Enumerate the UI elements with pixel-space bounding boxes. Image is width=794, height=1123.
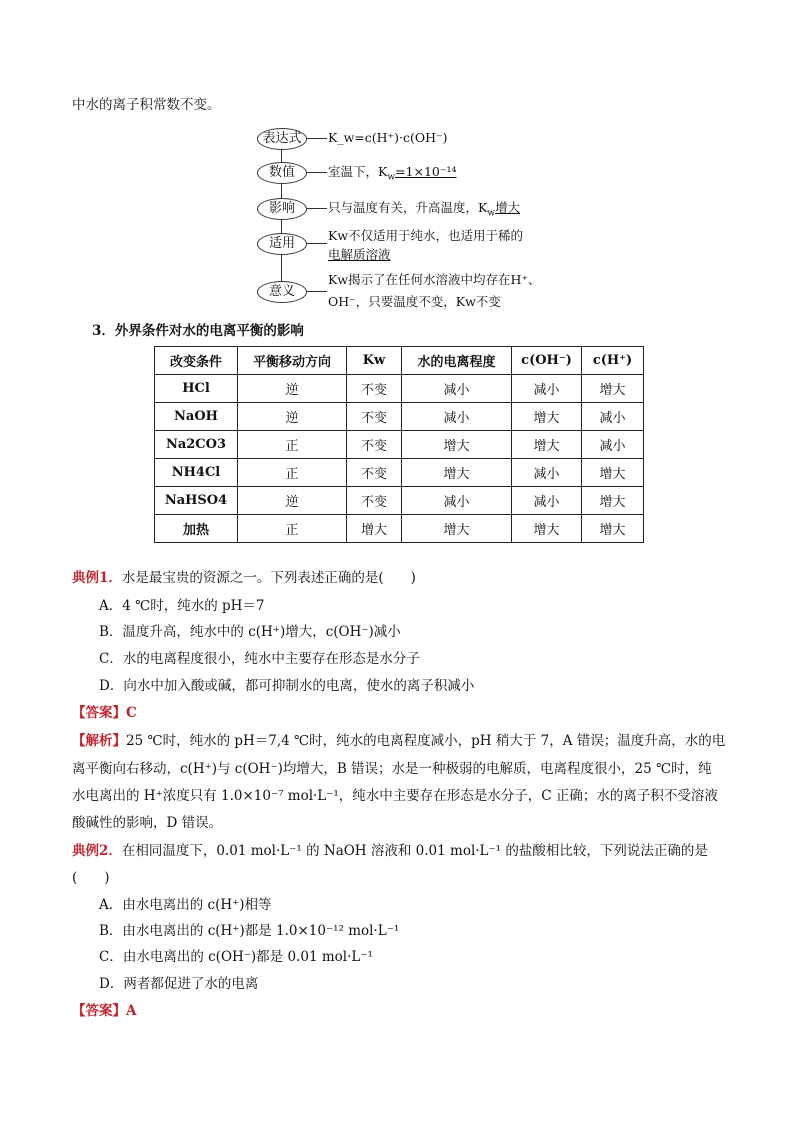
connector xyxy=(307,172,327,173)
example-1-question: 水是最宝贵的资源之一。下列表述正确的是( ) xyxy=(121,570,416,586)
table-row xyxy=(155,459,644,487)
example-2-option-c: C．由水电离出的 c(OH⁻)都是 0.01 mol·L⁻¹ xyxy=(99,949,373,965)
example-1-analysis-line-2: 离平衡向右移动，c(H⁺)与 c(OH⁻)均增大，B 错误；水是一种极弱的电解质，电离程度很小，25 ℃时，纯 xyxy=(72,761,712,777)
header-c-oh: c(OH⁻) xyxy=(512,347,582,375)
table-cell: 减小 xyxy=(402,403,512,431)
table-cell: 不变 xyxy=(347,431,402,459)
table-cell: 正 xyxy=(238,431,347,459)
table-cell: 逆 xyxy=(238,403,347,431)
table-cell: 不变 xyxy=(347,375,402,403)
header-ionization-degree: 水的电离程度 xyxy=(402,347,512,375)
table-cell: 增大 xyxy=(347,515,402,543)
example-1-answer xyxy=(72,704,137,722)
table-cell: 加热 xyxy=(155,515,238,543)
example-2-question-line-2: ( ) xyxy=(72,870,110,886)
example-1-analysis-line-3: 水电离出的 H⁺浓度只有 1.0×10⁻⁷ mol·L⁻¹，纯水中主要存在形态是水分子，C 正确；水的离子积不受溶液 xyxy=(72,788,718,804)
table-header-row xyxy=(155,347,644,375)
example-1-question-line xyxy=(72,569,416,587)
table-cell: 正 xyxy=(238,459,347,487)
node-meaning: 意义 xyxy=(257,281,307,303)
table-cell: 增大 xyxy=(512,431,582,459)
table-cell: 增大 xyxy=(582,515,644,543)
node-influence: 影响 xyxy=(257,198,307,220)
table-cell: NH4Cl xyxy=(155,459,238,487)
answer-tag: 【答案】 xyxy=(72,1003,126,1019)
table-cell: 不变 xyxy=(347,459,402,487)
connector xyxy=(307,291,327,292)
example-1-tag: 典例1． xyxy=(72,570,122,586)
table-row xyxy=(155,431,644,459)
table-cell: 不变 xyxy=(347,403,402,431)
table-cell: NaHSO4 xyxy=(155,487,238,515)
example-2-option-a: A．由水电离出的 c(H⁺)相等 xyxy=(99,897,272,913)
table-cell: 不变 xyxy=(347,487,402,515)
answer-tag: 【答案】 xyxy=(72,705,126,721)
example-2-tag: 典例2． xyxy=(72,843,122,859)
table-cell: 增大 xyxy=(402,515,512,543)
intro-line: 中水的离子积常数不变。 xyxy=(72,97,221,113)
table-cell: NaOH xyxy=(155,403,238,431)
example-1-option-a: A．4 ℃时，纯水的 pH＝7 xyxy=(99,598,265,614)
table-cell: 减小 xyxy=(512,487,582,515)
table-cell: 增大 xyxy=(512,403,582,431)
example-2-question: 在相同温度下，0.01 mol·L⁻¹ 的 NaOH 溶液和 0.01 mol·L⁻¹ 的盐酸相比较，下列说法正确的是 xyxy=(121,843,708,859)
table-cell: 减小 xyxy=(582,403,644,431)
example-1-option-b: B．温度升高，纯水中的 c(H⁺)增大，c(OH⁻)减小 xyxy=(99,624,401,640)
table-cell: Na2CO3 xyxy=(155,431,238,459)
table-cell: 增大 xyxy=(512,515,582,543)
header-direction: 平衡移动方向 xyxy=(238,347,347,375)
table-cell: 减小 xyxy=(402,487,512,515)
node-meaning-line1: Kw揭示了在任何水溶液中均存在H⁺、 xyxy=(328,272,541,287)
table-cell: 增大 xyxy=(402,459,512,487)
table-cell: 逆 xyxy=(238,487,347,515)
header-c-h: c(H⁺) xyxy=(582,347,644,375)
table-cell: 减小 xyxy=(512,459,582,487)
node-applicability-line1: Kw不仅适用于纯水，也适用于稀的 xyxy=(328,228,524,243)
node-expression-text: K_w=c(H⁺)·c(OH⁻) xyxy=(328,130,448,145)
example-2-option-b: B．由水电离出的 c(H⁺)都是 1.0×10⁻¹² mol·L⁻¹ xyxy=(99,923,400,939)
section-3-title: 3．外界条件对水的电离平衡的影响 xyxy=(92,323,304,339)
example-1-option-c: C．水的电离程度很小，纯水中主要存在形态是水分子 xyxy=(99,651,420,667)
example-1-option-d: D．向水中加入酸或碱，都可抑制水的电离，使水的离子积减小 xyxy=(99,678,475,694)
node-expression: 表达式 xyxy=(257,128,307,150)
header-condition: 改变条件 xyxy=(155,347,238,375)
connector xyxy=(307,138,327,139)
table-cell: 减小 xyxy=(402,375,512,403)
node-applicability-line2: 电解质溶液 xyxy=(328,247,391,262)
table-cell: 增大 xyxy=(582,375,644,403)
node-value: 数值 xyxy=(257,162,307,184)
table-cell: 减小 xyxy=(512,375,582,403)
node-value-text: 室温下，$K_w=1\times 10^{-14}$ xyxy=(328,164,457,183)
answer-value: A xyxy=(126,1003,137,1019)
table-cell: 增大 xyxy=(582,459,644,487)
node-applicability: 适用 xyxy=(257,233,307,255)
table-cell: 正 xyxy=(238,515,347,543)
example-2-question-line-1 xyxy=(72,842,708,860)
node-meaning-line2: OH⁻，只要温度不变，Kw不变 xyxy=(328,294,501,309)
table-cell: 增大 xyxy=(582,487,644,515)
conditions-table xyxy=(154,346,644,543)
table-cell: 减小 xyxy=(582,431,644,459)
example-2-answer xyxy=(72,1002,136,1020)
table-row xyxy=(155,487,644,515)
answer-value: C xyxy=(126,705,137,721)
table-cell: 增大 xyxy=(402,431,512,459)
table-row xyxy=(155,515,644,543)
header-kw: Kw xyxy=(347,347,402,375)
table-cell: 逆 xyxy=(238,375,347,403)
connector xyxy=(307,208,327,209)
connector xyxy=(307,243,327,244)
example-2-option-d: D．两者都促进了水的电离 xyxy=(99,976,259,992)
node-influence-text: 只与温度有关，升高温度，$K_w$增大 xyxy=(328,200,521,219)
table-row xyxy=(155,375,644,403)
table-row xyxy=(155,403,644,431)
table-cell: HCl xyxy=(155,375,238,403)
example-1-analysis-line-4: 酸碱性的影响，D 错误。 xyxy=(72,815,223,831)
analysis-tag: 【解析】 xyxy=(72,733,126,749)
example-1-analysis-line-1: 【解析】25 ℃时，纯水的 pH＝7,4 ℃时，纯水的电离程度减小，pH 稍大于 7，A 错误；温度升高，水的电 xyxy=(72,733,726,749)
